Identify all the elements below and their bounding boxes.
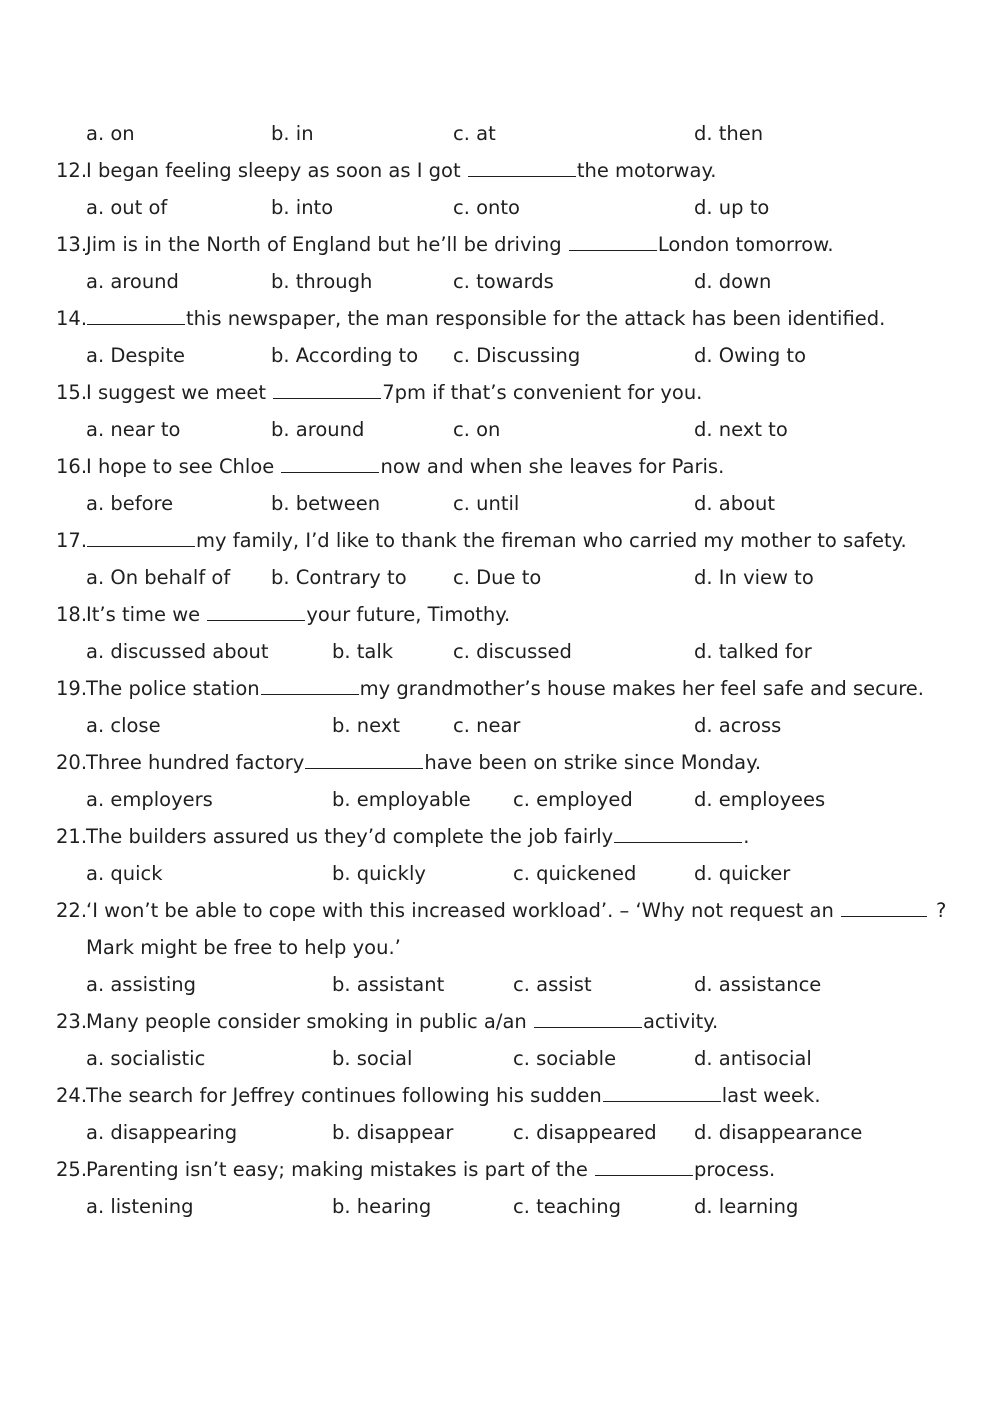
options-row-17 <box>0 563 1000 593</box>
answer-blank[interactable] <box>603 1081 721 1102</box>
option-d[interactable]: d. up to <box>694 196 770 219</box>
question-number: 19. <box>56 677 88 700</box>
question-text-after: this newspaper, the man responsible for the attack has been identified. <box>186 307 886 330</box>
option-a[interactable]: a. employers <box>86 788 213 811</box>
option-c[interactable]: c. teaching <box>513 1195 621 1218</box>
question-text-after: process. <box>694 1158 776 1181</box>
question-22 <box>0 896 1000 926</box>
question-number: 17. <box>56 529 88 552</box>
question-text: ‘I won’t be able to cope with this increased workload’. – ‘Why not request an <box>86 899 841 922</box>
options-row-23 <box>0 1044 1000 1074</box>
answer-blank[interactable] <box>87 526 195 547</box>
option-d[interactable]: d. about <box>694 492 776 515</box>
option-d[interactable]: d. next to <box>694 418 788 441</box>
options-row-24 <box>0 1118 1000 1148</box>
option-a[interactable]: a. Despite <box>86 344 185 367</box>
answer-blank[interactable] <box>595 1155 693 1176</box>
question-text-after: my grandmother’s house makes her feel safe and secure. <box>359 677 924 700</box>
option-a[interactable]: a. socialistic <box>86 1047 206 1070</box>
question-text-after: London tomorrow. <box>657 233 834 256</box>
question-number: 21. <box>56 825 88 848</box>
question-17 <box>0 526 1000 556</box>
options-row-20 <box>0 785 1000 815</box>
question-number: 22. <box>56 899 88 922</box>
question-number: 24. <box>56 1084 88 1107</box>
option-b[interactable]: b. quickly <box>332 862 426 885</box>
option-c[interactable]: c. Discussing <box>453 344 581 367</box>
option-b[interactable]: b. in <box>271 122 314 145</box>
question-text: I suggest we meet <box>86 381 273 404</box>
option-c[interactable]: c. onto <box>453 196 520 219</box>
option-a[interactable]: a. before <box>86 492 174 515</box>
question-text-after: last week. <box>721 1084 821 1107</box>
option-a[interactable]: a. On behalf of <box>86 566 231 589</box>
option-d[interactable]: d. then <box>694 122 764 145</box>
option-d[interactable]: d. talked for <box>694 640 812 663</box>
option-a[interactable]: a. out of <box>86 196 168 219</box>
option-c[interactable]: c. on <box>453 418 501 441</box>
option-c[interactable]: c. quickened <box>513 862 637 885</box>
option-b[interactable]: b. assistant <box>332 973 445 996</box>
option-a[interactable]: a. discussed about <box>86 640 269 663</box>
question-text: Parenting isn’t easy; making mistakes is part of the <box>86 1158 595 1181</box>
question-24 <box>0 1081 1000 1111</box>
options-row-11 <box>0 119 1000 149</box>
question-text: I hope to see Chloe <box>86 455 281 478</box>
options-row-16 <box>0 489 1000 519</box>
question-text: Three hundred factory <box>86 751 305 774</box>
answer-blank[interactable] <box>305 748 423 769</box>
question-25 <box>0 1155 1000 1185</box>
question-text: The police station <box>86 677 260 700</box>
answer-blank[interactable] <box>87 304 185 325</box>
question-text-after: now and when she leaves for Paris. <box>380 455 725 478</box>
option-c[interactable]: c. disappeared <box>513 1121 657 1144</box>
question-number: 16. <box>56 455 88 478</box>
question-text: Jim is in the North of England but he’ll be driving <box>86 233 568 256</box>
option-b[interactable]: b. talk <box>332 640 394 663</box>
option-a[interactable]: a. assisting <box>86 973 196 996</box>
option-c[interactable]: c. assist <box>513 973 592 996</box>
option-c[interactable]: c. discussed <box>453 640 572 663</box>
option-a[interactable]: a. near to <box>86 418 181 441</box>
question-number: 20. <box>56 751 88 774</box>
question-number: 14. <box>56 307 88 330</box>
option-d[interactable]: d. Owing to <box>694 344 807 367</box>
answer-blank[interactable] <box>207 600 305 621</box>
options-row-25 <box>0 1192 1000 1222</box>
option-d[interactable]: d. down <box>694 270 772 293</box>
question-text: I began feeling sleepy as soon as I got <box>86 159 467 182</box>
question-text: The builders assured us they’d complete the job fairly <box>86 825 614 848</box>
question-text: Many people consider smoking in public a/an <box>86 1010 533 1033</box>
answer-blank[interactable] <box>273 378 381 399</box>
question-20 <box>0 748 1000 778</box>
option-a[interactable]: a. around <box>86 270 179 293</box>
question-18 <box>0 600 1000 630</box>
option-c[interactable]: c. employed <box>513 788 633 811</box>
option-c[interactable]: c. sociable <box>513 1047 617 1070</box>
option-b[interactable]: b. social <box>332 1047 413 1070</box>
question-22-continuation <box>0 933 1000 963</box>
question-13 <box>0 230 1000 260</box>
option-c[interactable]: c. Due to <box>453 566 542 589</box>
question-19 <box>0 674 1000 704</box>
option-b[interactable]: b. into <box>271 196 334 219</box>
option-b[interactable]: b. next <box>332 714 400 737</box>
option-b[interactable]: b. employable <box>332 788 471 811</box>
question-text: It’s time we <box>86 603 207 626</box>
option-b[interactable]: b. between <box>271 492 381 515</box>
option-a[interactable]: a. disappearing <box>86 1121 238 1144</box>
answer-blank[interactable] <box>569 230 657 251</box>
option-d[interactable]: d. assistance <box>694 973 822 996</box>
option-b[interactable]: b. around <box>271 418 365 441</box>
option-d[interactable]: d. employees <box>694 788 826 811</box>
question-number: 23. <box>56 1010 88 1033</box>
question-text-continued: Mark might be free to help you.’ <box>86 936 401 959</box>
question-text: The search for Jeffrey continues following his sudden <box>86 1084 602 1107</box>
options-row-22 <box>0 970 1000 1000</box>
option-b[interactable]: b. through <box>271 270 373 293</box>
option-a[interactable]: a. quick <box>86 862 163 885</box>
question-text-after: have been on strike since Monday. <box>424 751 762 774</box>
options-row-12 <box>0 193 1000 223</box>
question-12 <box>0 156 1000 186</box>
option-c[interactable]: c. until <box>453 492 520 515</box>
question-21 <box>0 822 1000 852</box>
option-c[interactable]: c. at <box>453 122 496 145</box>
option-a[interactable]: a. close <box>86 714 161 737</box>
options-row-19 <box>0 711 1000 741</box>
question-text-after: . <box>743 825 750 848</box>
option-b[interactable]: b. hearing <box>332 1195 432 1218</box>
question-text-after: your future, Timothy. <box>306 603 511 626</box>
option-d[interactable]: d. antisocial <box>694 1047 812 1070</box>
option-c[interactable]: c. near <box>453 714 521 737</box>
question-text-after: 7pm if that’s convenient for you. <box>382 381 703 404</box>
answer-blank[interactable] <box>614 822 742 843</box>
question-number: 15. <box>56 381 88 404</box>
answer-blank[interactable] <box>281 452 379 473</box>
question-number: 13. <box>56 233 88 256</box>
option-d[interactable]: d. learning <box>694 1195 799 1218</box>
options-row-14 <box>0 341 1000 371</box>
option-b[interactable]: b. Contrary to <box>271 566 407 589</box>
question-text-after: activity. <box>642 1010 719 1033</box>
answer-blank[interactable] <box>841 896 927 917</box>
question-text-after: my family, I’d like to thank the fireman who carried my mother to safety. <box>196 529 907 552</box>
options-row-21 <box>0 859 1000 889</box>
option-b[interactable]: b. disappear <box>332 1121 454 1144</box>
option-d[interactable]: d. disappearance <box>694 1121 863 1144</box>
answer-blank[interactable] <box>261 674 359 695</box>
options-row-13 <box>0 267 1000 297</box>
question-16 <box>0 452 1000 482</box>
answer-blank[interactable] <box>534 1007 642 1028</box>
question-number: 25. <box>56 1158 88 1181</box>
option-b[interactable]: b. According to <box>271 344 419 367</box>
option-c[interactable]: c. towards <box>453 270 554 293</box>
option-a[interactable]: a. on <box>86 122 135 145</box>
question-number: 18. <box>56 603 88 626</box>
question-15 <box>0 378 1000 408</box>
option-d[interactable]: d. across <box>694 714 782 737</box>
option-d[interactable]: d. quicker <box>694 862 791 885</box>
question-14 <box>0 304 1000 334</box>
question-number: 12. <box>56 159 88 182</box>
options-row-18 <box>0 637 1000 667</box>
options-row-15 <box>0 415 1000 445</box>
question-text-after: the motorway. <box>576 159 717 182</box>
option-d[interactable]: d. In view to <box>694 566 814 589</box>
question-23 <box>0 1007 1000 1037</box>
option-a[interactable]: a. listening <box>86 1195 194 1218</box>
answer-blank[interactable] <box>468 156 576 177</box>
question-mark: ? <box>936 899 947 922</box>
